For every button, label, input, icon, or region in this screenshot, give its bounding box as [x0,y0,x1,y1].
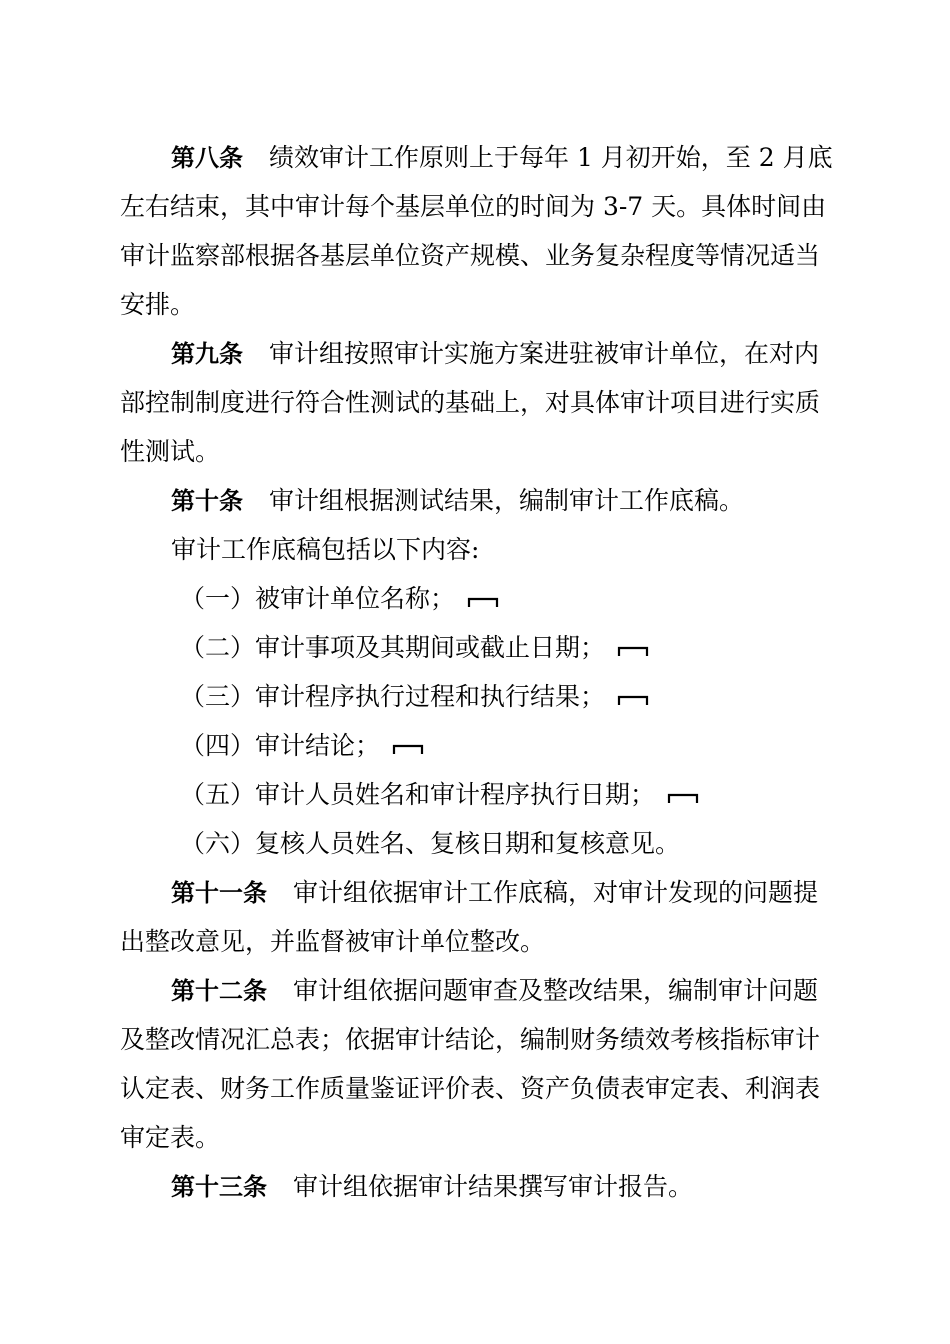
article-8-line-3: 审计监察部根据各基层单位资产规模、业务复杂程度等情况适当 [120,241,821,270]
article-11-heading: 第十一条 [171,879,267,907]
line-break-mark-icon [617,640,649,660]
article-9-heading: 第九条 [171,340,243,368]
article-10-text: 审计组根据测试结果，编制审计工作底稿。 [269,486,745,515]
article-8-text: 绩效审计工作原则上于每年 1 月初开始，至 2 月底 [269,143,833,172]
article-11-line-2: 出整改意见，并监督被审计单位整改。 [120,927,546,956]
article-12-text: 审计组依据问题审查及整改结果，编制审计问题 [293,976,819,1005]
list-item: （六）复核人员姓名、复核日期和复核意见。 [180,829,681,858]
article-13-heading: 第十三条 [171,1173,267,1201]
article-8-line-2: 左右结束，其中审计每个基层单位的时间为 3-7 天。具体时间由 [120,192,827,221]
article-13-text: 审计组依据审计结果撰写审计报告。 [293,1172,694,1201]
article-11-text: 审计组依据审计工作底稿，对审计发现的问题提 [293,878,819,907]
line-break-mark-icon [667,787,699,807]
article-9-line-3: 性测试。 [120,437,221,466]
list-item: （四）审计结论； [0,722,950,770]
article-11-line-1 [0,869,950,917]
article-9-line-2: 部控制制度进行符合性测试的基础上，对具体审计项目进行实质 [120,388,821,417]
line-break-mark-icon [392,738,424,758]
list-item: （一）被审计单位名称； [0,575,950,623]
line-break-mark-icon [467,591,499,611]
article-10-intro: 审计工作底稿包括以下内容: [171,535,480,564]
list-item: （三）审计程序执行过程和执行结果； [0,673,950,721]
article-10-line-1 [0,477,950,525]
article-12-heading: 第十二条 [171,977,267,1005]
article-12-line-2: 及整改情况汇总表；依据审计结论，编制财务绩效考核指标审计 [120,1025,821,1054]
article-8-line-4: 安排。 [120,290,196,319]
article-12-line-4: 审定表。 [120,1123,221,1152]
list-item: （二）审计事项及其期间或截止日期； [0,624,950,672]
article-9-line-1 [0,330,950,378]
article-10-heading: 第十条 [171,487,243,515]
article-12-line-3: 认定表、财务工作质量鉴证评价表、资产负债表审定表、利润表 [120,1074,821,1103]
article-9-text: 审计组按照审计实施方案进驻被审计单位，在对内 [269,339,820,368]
line-break-mark-icon [617,689,649,709]
article-8-line-1 [0,134,950,182]
article-13-line-1 [0,1163,950,1211]
list-item: （五）审计人员姓名和审计程序执行日期； [0,771,950,819]
article-12-line-1 [0,967,950,1015]
article-8-heading: 第八条 [171,144,243,172]
